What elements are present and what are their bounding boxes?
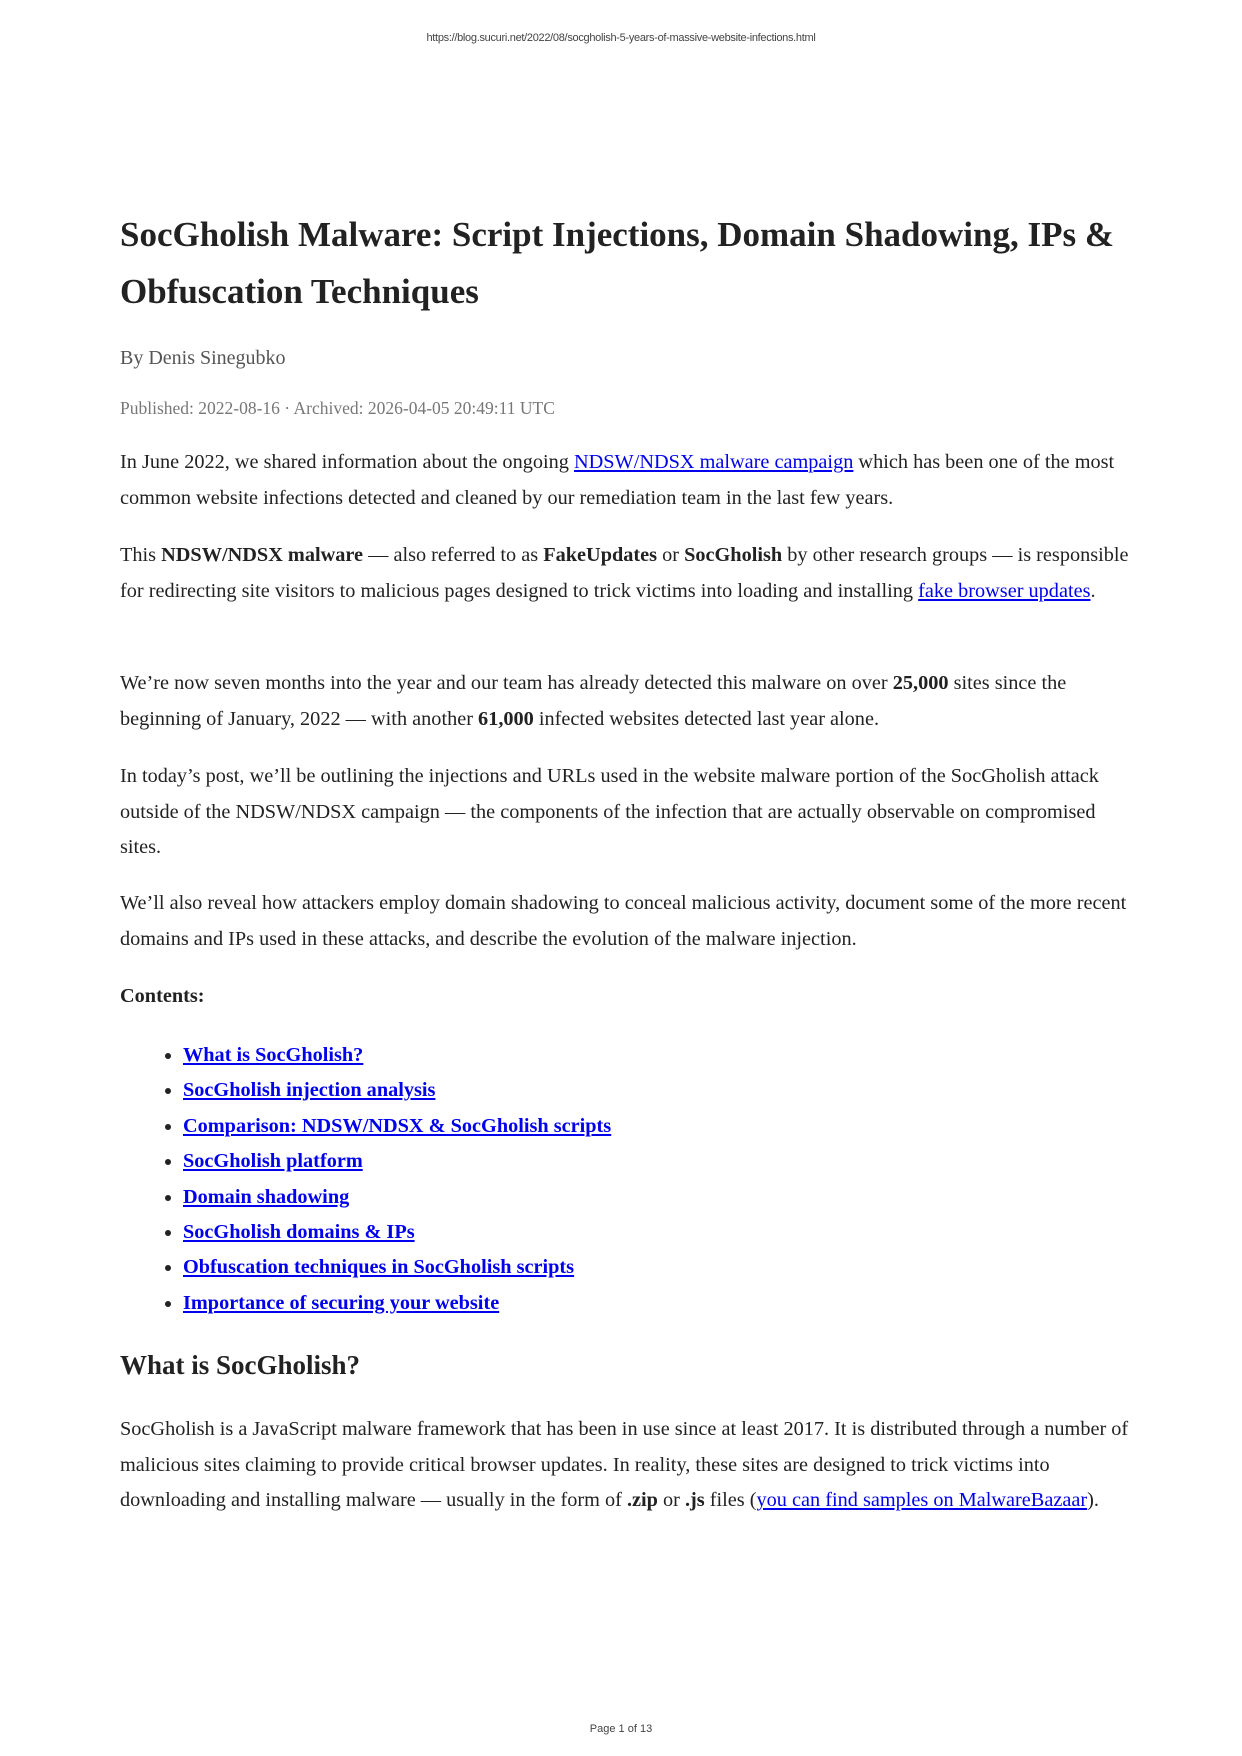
table-of-contents [120, 1038, 1136, 1321]
toc-link[interactable]: Importance of securing your website [183, 1291, 500, 1314]
ndsw-campaign-link[interactable]: NDSW/NDSX malware campaign [573, 451, 854, 473]
published-date: Published: 2022-08-16 · Archived: 2026-04-05 20:49:11 UTC [120, 398, 555, 418]
section-heading: What is SocGholish? [120, 1350, 361, 1380]
contents-label: Contents: [120, 985, 205, 1007]
toc-link[interactable]: SocGholish platform [183, 1150, 363, 1173]
article-title: SocGholish Malware: Script Injections, Domain Shadowing, IPs & Obfuscation Techniques [120, 215, 1115, 311]
toc-link[interactable]: SocGholish domains & IPs [183, 1221, 415, 1244]
page-url: https://blog.sucuri.net/2022/08/socgholish-5-years-of-massive-website-infections.html [426, 32, 816, 44]
toc-link[interactable]: Obfuscation techniques in SocGholish scripts [183, 1256, 575, 1279]
fake-browser-updates-link[interactable]: fake browser updates [918, 579, 1091, 602]
paragraph-2: This NDSW/NDSX malware — also referred to as FakeUpdates or SocGholish by other research groups — is responsible for redirecting site visitors to malicious pages designed to trick victims into loading and installing fake browser updates. [120, 544, 1129, 602]
toc-link[interactable]: Domain shadowing [183, 1185, 350, 1208]
toc-link[interactable]: Comparison: NDSW/NDSX & SocGholish scripts [183, 1114, 612, 1137]
malwarebazaar-link[interactable]: you can find samples on MalwareBazaar [756, 1489, 1088, 1512]
byline: By Denis Sinegubko [120, 347, 286, 369]
paragraph-3: We’re now seven months into the year and our team has already detected this malware on over 25,000 sites since the beginning of January, 2022 — with another 61,000 infected websites detected last year alone. [120, 672, 1067, 730]
article-title-block [120, 206, 1136, 320]
paragraph-6: SocGholish is a JavaScript malware framework that has been in use since at least 2017. It is distributed through a number of malicious sites claiming to provide critical browser updates. In reality, these sites are designed to trick victims into downloading and installing malware — usually in the form of .zip or .js files (you can find samples on MalwareBazaar). [120, 1418, 1129, 1512]
toc-link[interactable]: SocGholish injection analysis [183, 1079, 436, 1102]
toc-link[interactable]: What is SocGholish? [183, 1044, 364, 1066]
paragraph-5: We’ll also reveal how attackers employ domain shadowing to conceal malicious activity, document some of the more recent domains and IPs used in these attacks, and describe the evolution of the malware injection. [120, 892, 1127, 950]
paragraph-4: In today’s post, we’ll be outlining the injections and URLs used in the website malware portion of the SocGholish attack outside of the NDSW/NDSX campaign — the components of the infection that are actually observable on compromised sites. [120, 765, 1099, 859]
page-number: Page 1 of 13 [589, 1723, 653, 1735]
paragraph-1: In June 2022, we shared information about the ongoing NDSW/NDSX malware campaign which has been one of the most common website infections detected and cleaned by our remediation team in the last few years. [120, 451, 1115, 509]
